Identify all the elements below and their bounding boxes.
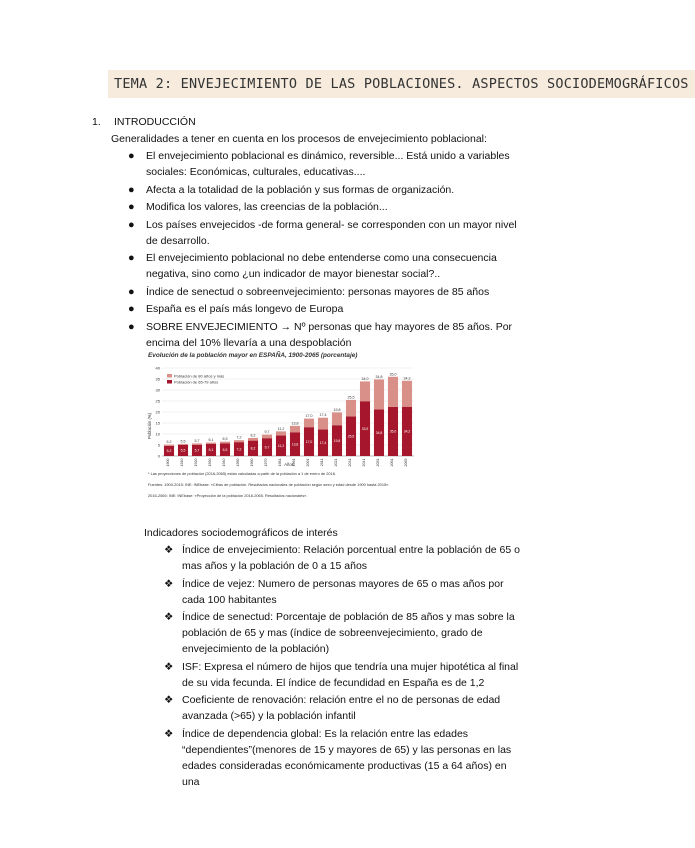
total-data-label: 5,7 bbox=[194, 438, 200, 443]
document-title: TEMA 2: ENVEJECIMIENTO DE LAS POBLACIONES. ASPECTOS SOCIODEMOGRÁFICOS bbox=[108, 70, 695, 98]
bullet-item bbox=[128, 301, 528, 317]
y-tick-label: 15 bbox=[155, 420, 160, 426]
section-heading bbox=[92, 116, 196, 128]
total-data-label: 5,2 bbox=[166, 440, 172, 445]
total-data-label: 9,7 bbox=[264, 430, 270, 435]
x-tick-label: 2021 bbox=[334, 458, 338, 467]
bar-80-plus bbox=[388, 377, 398, 407]
indicator-item bbox=[164, 609, 524, 657]
chart-title: Evolución de la población mayor en ESPAÑA, 1900-2065 (porcentaje) bbox=[148, 352, 358, 359]
series-data-label: 5,7 bbox=[194, 448, 200, 453]
bullet-text: El envejecimiento poblacional es dinámico, reversible... Está unido a variables sociales: Económicas, culturales, educativas.... bbox=[146, 150, 510, 178]
total-data-label: 35,0 bbox=[389, 372, 397, 377]
bullet-icon: ● bbox=[128, 285, 135, 298]
bar-80-plus bbox=[164, 445, 174, 446]
bullet-icon: ● bbox=[128, 320, 135, 333]
diamond-bullet-icon: ❖ bbox=[164, 577, 174, 590]
bar-80-plus bbox=[234, 440, 244, 442]
series-data-label: 6,5 bbox=[222, 447, 228, 452]
bullet-item bbox=[128, 217, 528, 249]
series-data-label: 13,8 bbox=[291, 442, 299, 447]
series-data-label: 9,7 bbox=[264, 445, 270, 450]
series-data-label: 6,1 bbox=[208, 448, 214, 453]
indicator-text: Índice de vejez: Numero de personas mayores de 65 o mas años por cada 100 habitantes bbox=[182, 577, 504, 606]
bullet-icon: ● bbox=[128, 150, 135, 162]
total-data-label: 5,5 bbox=[180, 439, 186, 444]
y-tick-label: 10 bbox=[155, 431, 160, 437]
indicator-item bbox=[164, 726, 524, 790]
bullet-item bbox=[128, 148, 528, 180]
bullet-icon: ● bbox=[128, 303, 135, 315]
series-data-label: 33,9 bbox=[361, 426, 369, 431]
x-tick-label: 2001 bbox=[306, 458, 310, 467]
x-tick-label: 1981 bbox=[278, 458, 282, 467]
total-data-label: 13,8 bbox=[291, 421, 299, 426]
x-tick-label: 1920 bbox=[194, 458, 198, 467]
total-data-label: 34,0 bbox=[361, 376, 369, 381]
x-tick-label: 1970 bbox=[264, 458, 268, 467]
general-bullet-list bbox=[128, 148, 528, 352]
diamond-bullet-icon: ❖ bbox=[164, 611, 174, 623]
chart-canvas bbox=[144, 348, 418, 528]
indicator-item bbox=[164, 692, 524, 724]
diamond-bullet-icon: ❖ bbox=[164, 660, 174, 673]
bar-80-plus bbox=[304, 419, 314, 428]
y-tick-label: 0 bbox=[157, 453, 160, 459]
bar-80-plus bbox=[290, 426, 300, 432]
section-number: 1. bbox=[92, 116, 101, 128]
bullet-item bbox=[128, 319, 528, 351]
y-tick-label: 20 bbox=[155, 409, 160, 415]
total-data-label: 7,2 bbox=[236, 435, 242, 440]
bullet-text: SOBRE ENVEJECIMIENTO → Nº personas que hay mayores de 85 años. Por encima del 10% llevaría a una despoblación bbox=[146, 320, 513, 349]
diamond-bullet-icon: ❖ bbox=[164, 544, 174, 556]
bar-80-plus bbox=[318, 418, 328, 430]
series-data-label: 34,8 bbox=[375, 430, 383, 435]
y-axis-label: Población (%) bbox=[147, 412, 152, 440]
indicator-item bbox=[164, 576, 524, 608]
bullet-icon: ● bbox=[128, 183, 135, 196]
series-data-label: 7,2 bbox=[236, 447, 242, 452]
total-data-label: 19,8 bbox=[333, 407, 341, 412]
bar-80-plus bbox=[192, 443, 202, 444]
series-data-label: 19,8 bbox=[333, 438, 341, 443]
bullet-text: Modifica los valores, las creencias de la población... bbox=[146, 201, 388, 213]
bullet-icon: ● bbox=[128, 252, 135, 264]
x-tick-label: 1950 bbox=[236, 458, 240, 467]
chart-footnote-1: * Las proyecciones de población (2016-2065) están calculadas a partir de la población a 1 de enero de 2016. bbox=[148, 471, 336, 476]
x-tick-label: 2011 bbox=[320, 458, 324, 467]
total-data-label: 8,2 bbox=[250, 433, 256, 438]
indicator-item bbox=[164, 659, 524, 691]
x-tick-label: 1991 bbox=[292, 458, 296, 467]
bar-80-plus bbox=[276, 431, 286, 435]
y-tick-label: 5 bbox=[157, 442, 160, 448]
total-data-label: 11,2 bbox=[277, 426, 285, 431]
bar-80-plus bbox=[178, 444, 188, 445]
total-data-label: 17,0 bbox=[305, 414, 313, 419]
bullet-item bbox=[128, 182, 528, 198]
series-data-label: 11,2 bbox=[277, 443, 285, 448]
bar-80-plus bbox=[360, 381, 370, 401]
section-title: INTRODUCCIÓN bbox=[114, 116, 196, 128]
bar-80-plus bbox=[248, 438, 258, 441]
indicator-text: ISF: Expresa el número de hijos que tendría una mujer hipotética al final de su vida fecunda. El índice de fecundidad en España es de 1,2 bbox=[182, 660, 519, 689]
series-data-label: 25,5 bbox=[347, 434, 355, 439]
bullet-text: España es el país más longevo de Europa bbox=[146, 303, 344, 315]
bar-80-plus bbox=[206, 443, 216, 444]
series-data-label: 17,0 bbox=[305, 439, 313, 444]
x-tick-label: 1910 bbox=[180, 458, 184, 467]
y-tick-label: 30 bbox=[155, 387, 160, 393]
x-tick-label: 2061 bbox=[390, 458, 394, 467]
bar-80-plus bbox=[374, 379, 384, 409]
diamond-bullet-icon: ❖ bbox=[164, 727, 174, 740]
legend-label-80plus: Población de 80 años y más bbox=[174, 373, 225, 379]
intro-paragraph: Generalidades a tener en cuenta en los procesos de envejecimiento poblacional: bbox=[111, 133, 487, 145]
bullet-icon: ● bbox=[128, 201, 135, 213]
indicator-item bbox=[164, 542, 524, 574]
indicator-text: Índice de senectud: Porcentaje de población de 85 años y mas sobre la población de 65 y mas (índice de sobreenvejecimiento, grado de envejecimiento de la población) bbox=[182, 611, 515, 655]
series-data-label: 35,0 bbox=[389, 429, 397, 434]
x-tick-label: 2065 bbox=[404, 458, 408, 467]
legend-swatch-80plus bbox=[167, 374, 172, 378]
y-tick-label: 25 bbox=[155, 398, 160, 404]
total-data-label: 6,5 bbox=[222, 437, 228, 442]
x-tick-label: 1930 bbox=[208, 458, 212, 467]
legend-swatch-65-79 bbox=[167, 380, 172, 384]
x-tick-label: 2031 bbox=[348, 458, 352, 467]
bar-80-plus bbox=[346, 400, 356, 417]
chart-footnote-3: 2016-2065: INE: INEbase: «Proyección de la población 2016-2065. Resultados nacionales». bbox=[148, 493, 308, 498]
indicator-list bbox=[164, 542, 524, 791]
bar-80-plus bbox=[402, 381, 412, 407]
x-tick-label: 2041 bbox=[362, 458, 366, 467]
total-data-label: 17,4 bbox=[319, 413, 327, 418]
indicator-text: Índice de envejecimiento: Relación porcentual entre la población de 65 o mas años y la población de 0 a 15 años bbox=[182, 544, 520, 572]
x-axis-label: Años bbox=[284, 462, 294, 467]
indicator-text: Coeficiente de renovación: relación entre el no de personas de edad avanzada (>65) y la población infantil bbox=[182, 694, 501, 722]
x-tick-label: 2051 bbox=[376, 458, 380, 467]
bullet-text: Los países envejecidos -de forma general- se corresponden con un mayor nivel de desarrollo. bbox=[146, 218, 517, 247]
diamond-bullet-icon: ❖ bbox=[164, 694, 174, 706]
chart-footnote-2: Fuentes: 1900-2015: INE: INEbase: «Cifras de población. Resultados nacionales de población según sexo y edad desde 1900 hasta 2015». bbox=[148, 482, 390, 487]
total-data-label: 6,1 bbox=[208, 438, 214, 443]
series-data-label: 5,2 bbox=[166, 449, 172, 454]
total-data-label: 34,8 bbox=[375, 374, 383, 379]
series-data-label: 17,4 bbox=[319, 440, 327, 445]
bar-80-plus bbox=[332, 412, 342, 425]
bullet-icon: ● bbox=[128, 218, 135, 231]
bar-80-plus bbox=[220, 442, 230, 444]
bar-80-plus bbox=[262, 435, 272, 439]
x-tick-label: 1900 bbox=[166, 458, 170, 467]
x-tick-label: 1940 bbox=[222, 458, 226, 467]
bullet-text: Afecta a la totalidad de la población y sus formas de organización. bbox=[146, 183, 455, 196]
y-tick-label: 40 bbox=[155, 365, 160, 371]
bullet-item bbox=[128, 284, 528, 300]
indicator-text: Índice de dependencia global: Es la relación entre las edades “dependientes”(menores de 15 y mayores de 65) y las personas en las edades consideradas económicamente productivas (15 a 64 años) en una bbox=[182, 727, 512, 788]
series-data-label: 34,2 bbox=[403, 429, 411, 434]
y-tick-label: 35 bbox=[155, 376, 160, 382]
total-data-label: 34,2 bbox=[403, 376, 411, 381]
bullet-item bbox=[128, 199, 528, 215]
indicators-heading: Indicadores sociodemográficos de interés bbox=[144, 527, 338, 539]
series-data-label: 5,5 bbox=[180, 448, 186, 453]
legend-label-65-79: Población de 65-79 años bbox=[174, 379, 219, 385]
series-data-label: 8,2 bbox=[250, 446, 256, 451]
population-chart bbox=[144, 348, 418, 528]
bullet-text: El envejecimiento poblacional no debe entenderse como una consecuencia negativa, sino como ¿un indicador de mayor bienestar social?.. bbox=[146, 252, 497, 280]
bullet-text: Índice de senectud o sobreenvejecimiento: personas mayores de 85 años bbox=[146, 285, 490, 298]
bullet-item bbox=[128, 250, 528, 282]
chart-bars bbox=[164, 372, 412, 456]
total-data-label: 25,5 bbox=[347, 395, 355, 400]
x-tick-label: 1960 bbox=[250, 458, 254, 467]
